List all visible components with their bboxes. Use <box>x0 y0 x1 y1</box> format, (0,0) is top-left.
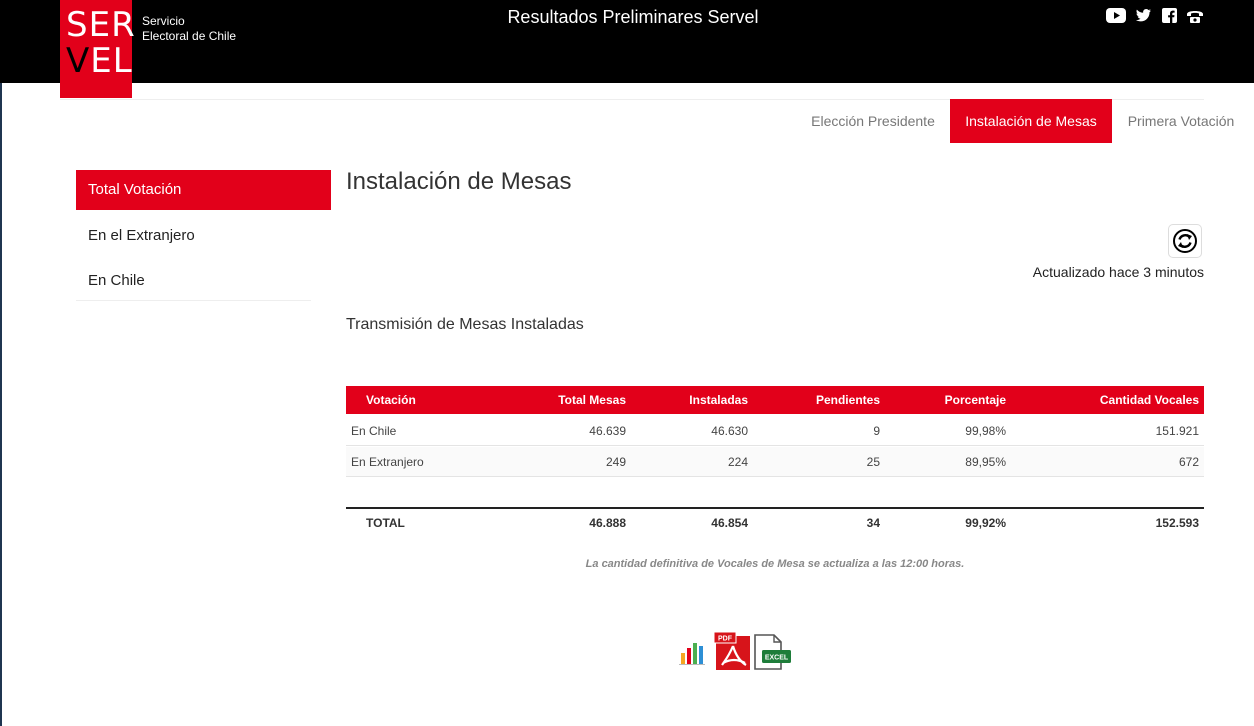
cell-porcentaje: 99,98% <box>965 423 1006 438</box>
total-cantidad-vocales: 152.593 <box>1155 516 1199 530</box>
site-header <box>0 0 1254 83</box>
cell-instaladas: 224 <box>727 454 748 469</box>
section-subtitle: Transmisión de Mesas Instaladas <box>346 316 584 333</box>
total-porcentaje: 99,92% <box>965 516 1006 530</box>
column-header-pendientes[interactable]: Pendientes <box>815 393 880 407</box>
total-instaladas: 46.854 <box>711 516 748 530</box>
cell-instaladas: 46.630 <box>711 423 748 438</box>
site-title: Resultados Preliminares Servel <box>507 7 759 27</box>
sidebar-item-en-el-extranjero[interactable]: En el Extranjero <box>88 227 195 244</box>
pdf-label: PDF <box>718 635 732 643</box>
total-pendientes: 34 <box>866 516 880 530</box>
servel-logo[interactable] <box>60 0 136 98</box>
refresh-icon <box>1173 229 1197 253</box>
cell-total-mesas: 46.639 <box>589 423 626 438</box>
vocales-update-note: La cantidad definitiva de Vocales de Mesa se actualiza a las 12:00 horas. <box>585 558 965 570</box>
total-mesas: 46.888 <box>589 516 626 530</box>
logo-text-ser: SER <box>66 5 136 45</box>
logo-text-vel <box>66 41 133 81</box>
tab-instalacion-de-mesas[interactable]: Instalación de Mesas <box>950 99 1112 143</box>
cell-pendientes: 25 <box>866 454 880 469</box>
cell-cantidad-vocales: 151.921 <box>1155 423 1199 438</box>
cell-votacion: En Chile <box>351 423 397 438</box>
excel-icon[interactable] <box>754 634 792 675</box>
sidebar-item-en-chile[interactable]: En Chile <box>88 272 145 289</box>
column-header-instaladas[interactable]: Instaladas <box>689 393 748 407</box>
excel-label: EXCEL <box>764 654 789 662</box>
table-row <box>346 447 1204 477</box>
phone-icon[interactable] <box>1186 10 1204 23</box>
chart-icon[interactable] <box>676 634 708 673</box>
twitter-icon[interactable] <box>1136 9 1151 22</box>
column-header-total-mesas[interactable]: Total Mesas <box>558 393 626 407</box>
tab-eleccion-presidente[interactable]: Elección Presidente <box>811 113 935 129</box>
sidebar-item-total-votacion[interactable]: Total Votación <box>76 170 331 210</box>
table-row <box>346 416 1204 446</box>
cell-total-mesas: 249 <box>605 454 626 469</box>
column-header-porcentaje[interactable]: Porcentaje <box>944 393 1006 407</box>
column-header-votacion[interactable]: Votación <box>366 393 416 407</box>
pdf-icon[interactable] <box>714 632 752 675</box>
cell-votacion: En Extranjero <box>351 454 424 469</box>
sidebar-divider <box>76 300 311 301</box>
cell-pendientes: 9 <box>873 423 880 438</box>
window-edge <box>0 0 2 726</box>
table-total-row <box>346 507 1204 537</box>
org-name-line1: Servicio <box>142 14 185 28</box>
cell-cantidad-vocales: 672 <box>1178 454 1199 469</box>
youtube-icon[interactable] <box>1106 8 1126 23</box>
tab-primera-votacion[interactable]: Primera Votación <box>1127 113 1235 129</box>
logo-letter-v: V <box>66 41 91 81</box>
total-label: TOTAL <box>366 516 405 530</box>
org-name-line2: Electoral de Chile <box>142 29 237 43</box>
column-header-cantidad-vocales[interactable]: Cantidad Vocales <box>1099 393 1199 407</box>
last-updated-text: Actualizado hace 3 minutos <box>1032 264 1204 280</box>
cell-porcentaje: 89,95% <box>965 454 1006 469</box>
table-header <box>346 386 1204 414</box>
logo-text-el: EL <box>90 41 133 81</box>
page-title: Instalación de Mesas <box>346 168 572 195</box>
refresh-button[interactable] <box>1168 224 1202 258</box>
facebook-icon[interactable] <box>1162 8 1177 23</box>
org-name <box>142 14 236 44</box>
